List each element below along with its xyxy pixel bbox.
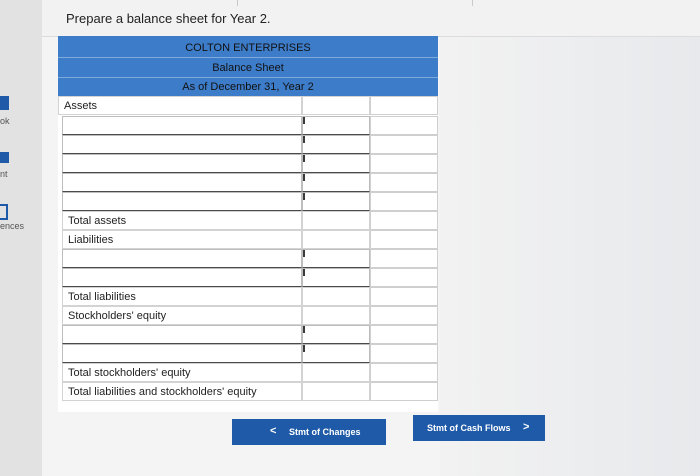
total-liabilities-label: Total liabilities <box>68 291 136 303</box>
equity-name-input[interactable] <box>62 325 302 344</box>
asset-amount-input[interactable] <box>302 116 370 135</box>
equity-heading-row <box>62 306 438 324</box>
asset-name-input[interactable] <box>62 154 302 173</box>
liability-amount-input[interactable] <box>302 249 370 268</box>
asset-amount-input[interactable] <box>302 135 370 154</box>
liability-row-1 <box>62 249 438 267</box>
chevron-left-icon: < <box>270 425 277 437</box>
liability-name-input[interactable] <box>62 268 302 287</box>
balance-sheet <box>58 36 438 412</box>
divider <box>58 57 438 58</box>
equity-heading: Stockholders' equity <box>68 310 167 322</box>
total-assets-label: Total assets <box>68 215 127 227</box>
total-assets-row <box>62 211 438 229</box>
divider <box>237 0 238 6</box>
equity-row-1 <box>62 325 438 343</box>
total-liab-equity-label: Total liabilities and stockholders' equity <box>68 386 257 398</box>
company-name: COLTON ENTERPRISES <box>185 42 311 54</box>
liability-name-input[interactable] <box>62 249 302 268</box>
total-liabilities-row <box>62 287 438 305</box>
liability-amount-input[interactable] <box>302 268 370 287</box>
assets-heading: Assets <box>64 100 98 112</box>
background <box>440 0 700 476</box>
main-panel <box>42 0 700 476</box>
total-liabilities-input[interactable] <box>370 287 438 306</box>
sidebar-item-references[interactable] <box>0 198 42 238</box>
asset-amount-input[interactable] <box>302 192 370 211</box>
sidebar <box>0 0 42 476</box>
total-equity-row <box>62 363 438 381</box>
equity-name-input[interactable] <box>62 344 302 363</box>
divider <box>58 77 438 78</box>
assets-heading-row <box>58 96 438 114</box>
total-liab-equity-row <box>62 382 438 400</box>
asset-name-input[interactable] <box>62 173 302 192</box>
question-prompt: Prepare a balance sheet for Year 2. <box>66 11 271 26</box>
asset-row-5 <box>62 192 438 210</box>
total-assets-input[interactable] <box>370 211 438 230</box>
sidebar-item-print[interactable] <box>0 152 42 192</box>
book-icon <box>0 96 9 110</box>
asset-row-4 <box>62 173 438 191</box>
total-equity-label: Total stockholders' equity <box>68 367 191 379</box>
asset-name-input[interactable] <box>62 116 302 135</box>
sidebar-item-ebook[interactable] <box>0 96 42 136</box>
sidebar-item-label: ok <box>0 116 10 126</box>
asset-name-input[interactable] <box>62 192 302 211</box>
total-equity-input[interactable] <box>370 363 438 382</box>
print-icon <box>0 152 9 163</box>
asset-name-input[interactable] <box>62 135 302 154</box>
asset-amount-input[interactable] <box>302 173 370 192</box>
asset-row-1 <box>62 116 438 134</box>
asset-amount-input[interactable] <box>302 154 370 173</box>
asset-row-3 <box>62 154 438 172</box>
prev-statement-button[interactable] <box>232 419 386 445</box>
equity-amount-input[interactable] <box>302 344 370 363</box>
liability-row-2 <box>62 268 438 286</box>
statement-title: Balance Sheet <box>212 62 284 74</box>
references-icon <box>0 204 8 220</box>
equity-row-2 <box>62 344 438 362</box>
chevron-right-icon: > <box>523 421 530 433</box>
statement-date: As of December 31, Year 2 <box>182 81 314 93</box>
next-statement-button[interactable] <box>413 415 545 441</box>
liabilities-heading-row <box>62 230 438 248</box>
total-liab-equity-input[interactable] <box>370 382 438 401</box>
sheet-header <box>58 36 438 96</box>
liabilities-heading: Liabilities <box>68 234 114 246</box>
equity-amount-input[interactable] <box>302 325 370 344</box>
next-statement-label: Stmt of Cash Flows <box>427 423 511 433</box>
divider <box>472 0 473 6</box>
asset-row-2 <box>62 135 438 153</box>
prev-statement-label: Stmt of Changes <box>289 427 361 437</box>
sidebar-item-label: nt <box>0 169 8 179</box>
sidebar-item-label: ences <box>0 221 25 231</box>
